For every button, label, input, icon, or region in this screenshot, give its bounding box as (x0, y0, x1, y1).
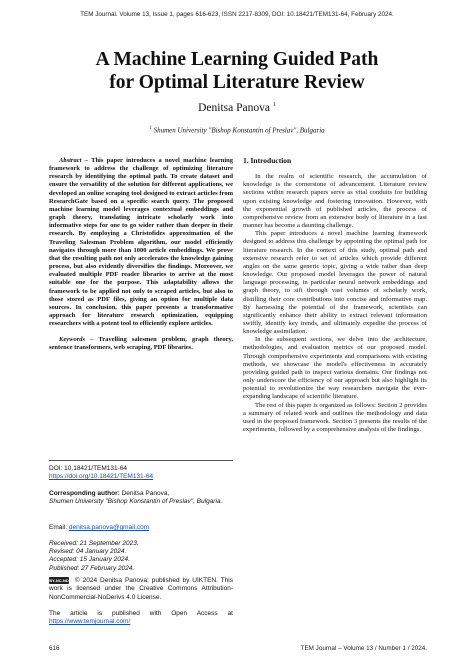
accepted-date: Accepted: 15 January 2024. (49, 556, 130, 564)
abstract-text: – This paper introduces a novel machine learning framework to address the challenge of optimizing literature research by identifying the optimal path. To create dataset and ensure the versatility of the solution for different applications, we developed an online scraping tool designed to extract articles from ResearchGate based on a specific search query. The proposed machine learning model leverages contextual embeddings and graph theory, translating intricate scholarly work into informative steps for one to go wider rather than deeper in their research. By employing a Christofides approximation of the Traveling Salesman Problem algorithm, our model efficiently navigates through more than 1000 article embeddings. We prove that the resulting path not only accelerates the knowledge gaining process, but also evidently diversifies the findings. Moreover, we evaluated multiple PDF reader libraries to arrive at the most suitable one for the purpose. This adaptability allows the framework to be applied not only to scraped articles, but also to those stored as PDF files, giving an option for multiple data sources. In conclusion, this paper presents a transformative approach for literature research optimization, equipping researchers with a potent tool to efficiently explore articles. (49, 157, 233, 328)
corresponding-author-block (49, 490, 233, 506)
section-heading: 1. Introduction (243, 156, 292, 165)
email-label: Email: (49, 524, 68, 531)
corresponding-author-label: Corresponding author: (49, 490, 120, 497)
author-line (0, 102, 474, 114)
revised-date: Revised: 04 January 2024. (49, 548, 127, 556)
published-date: Published: 27 February 2024. (49, 564, 135, 572)
title-line-1: A Machine Learning Guided Path (95, 49, 379, 70)
open-access-block (49, 610, 233, 626)
email-block (49, 524, 233, 532)
affiliation (0, 126, 474, 134)
running-header: TEM Journal. Volume 13, Issue 1, pages 616-623, ISSN 2217-8309, DOI: 10.18421/TEM131-64, February 2024. (80, 11, 394, 18)
license-text: © 2024 Denitsa Panova; published by UIKTEN. This work is licensed under the Creative Commons Attribution-NonCommercial-NoDerivs 4.0 License. (49, 577, 233, 601)
doi-block (49, 465, 233, 481)
affiliation-text: Shumen University "Bishop Konstantin of Preslav", Bulgaria (153, 126, 325, 135)
left-column (49, 157, 233, 353)
email-link[interactable]: denitsa.panova@gmail.com (68, 524, 150, 531)
license-block (49, 577, 233, 602)
keywords-text: – Travelling salesmen problem, graph theory, sentence transformers, web scraping, PDF libraries. (49, 336, 233, 352)
abstract (49, 157, 233, 328)
intro-paragraph-2: This paper introduces a novel machine learning framework designed to address this challenge by appointing the optimal path for literature research. In the context of this study, optimal path and extensive research refer to set of articles which provide different angles on the same generic topic, giving a wide rather than deep knowledge. Our proposed model leverages the power of natural language processing, in particular neural network embeddings and graph theory, to sift through vast volumes of scholarly work, distilling their core contributions into concise and informative map. By harnessing the potential of the framework, scientists can significantly enhance their ability to extract relevant information swiftly, identify key trends, and ultimately expedite the process of knowledge assimilation. (243, 230, 427, 336)
title-line-2: for Optimal Literature Review (109, 72, 365, 93)
corresponding-author-name: Denitsa Panova, (119, 490, 170, 497)
abstract-label: Abstract (59, 157, 82, 164)
intro-paragraph-4: The rest of this paper is organized as follows: Section 2 provides a summary of related work and outlines the methodology and data used in the proposed framework. Section 3 presents the results of the experiments, followed by a comprehensive analysis of the findings. (243, 401, 427, 433)
intro-paragraph-1: In the realm of scientific research, the accumulation of knowledge is the cornerstone of advancement. Literature review sections within research papers serve as vital conduits for building upon existing knowledge and fostering innovation. However, with the exponential growth of published articles, the process of comprehensive review from an extensive body of literature in a fast manner has become a daunting challenge. (243, 173, 427, 230)
author-name: Denitsa Panova (198, 102, 270, 114)
cc-license-icon[interactable]: BY-NC-ND (49, 578, 69, 583)
corresponding-author-affiliation: Shumen University "Bishop Konstantin of Preslav", Bulgaria. (49, 498, 223, 506)
keywords-label: Keywords (59, 336, 85, 344)
affiliation-superscript: 1 (149, 126, 152, 131)
intro-paragraph-3: In the subsequent sections, we delve into the architecture, methodologies, and evaluation metrics of our proposed model. Through comprehensive experiments and comparisons with existing methods, we showcase the model's effectiveness in accurately providing guided path to inspect various domains. Our findings not only underscore the efficiency of our approach but also highlight its potential to revolutionize the way researchers navigate the ever-expanding landscape of scientific literature. (243, 336, 427, 401)
dates-block (49, 540, 233, 573)
open-access-text: The article is published with Open Access at (49, 610, 233, 617)
paper-title (0, 48, 474, 94)
page-number: 616 (49, 645, 60, 652)
received-date: Received: 21 September 2023. (49, 540, 139, 547)
footer-journal-info: TEM Journal – Volume 13 / Number 1 / 2024. (300, 645, 427, 652)
doi-link[interactable]: https://doi.org/10.18421/TEM131-64 (49, 473, 154, 481)
author-superscript: 1 (272, 102, 276, 109)
keywords (49, 336, 233, 352)
right-column (243, 157, 427, 434)
journal-website-link[interactable]: https://www.temjournal.com/ (49, 618, 131, 626)
footnote-divider (49, 460, 233, 461)
doi-text: DOI: 10.18421/TEM131-64 (49, 465, 128, 472)
